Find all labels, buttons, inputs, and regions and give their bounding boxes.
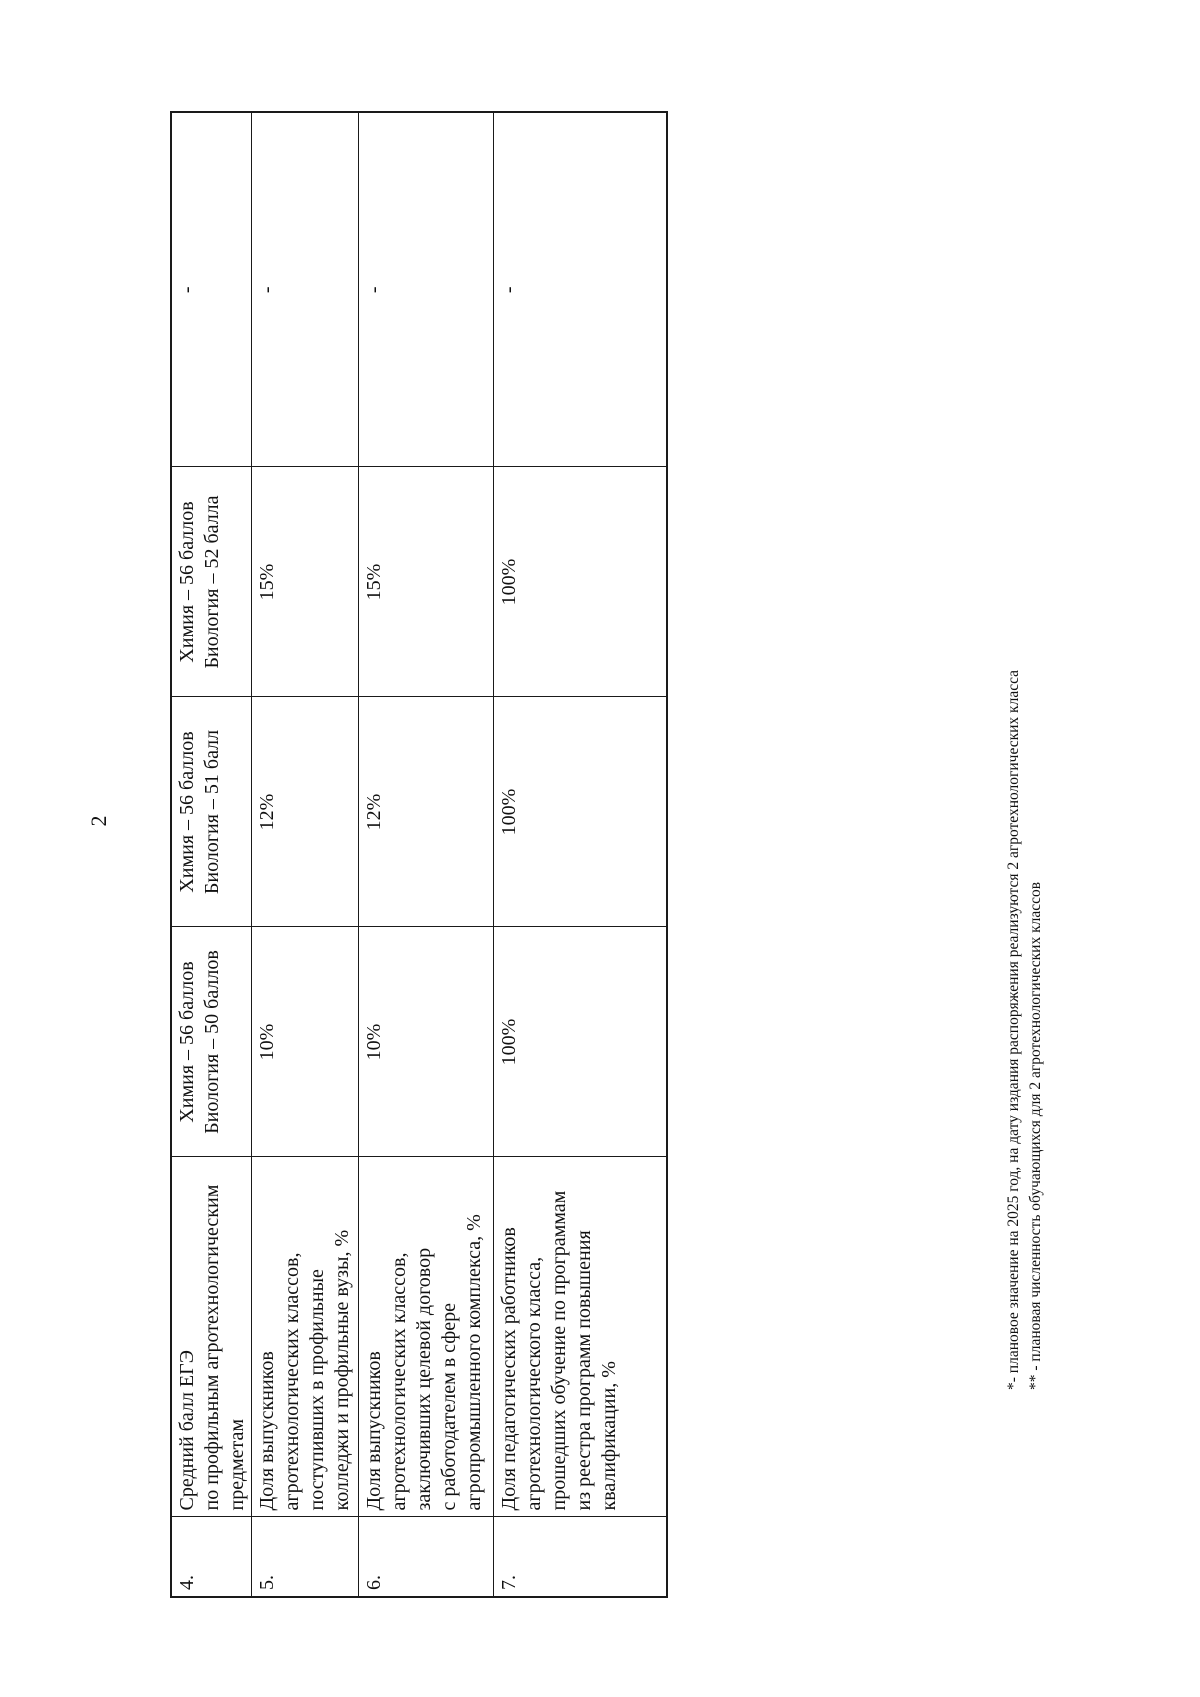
indicator-cell (359, 1157, 494, 1517)
indicator-name: Доля выпускников агротехнологических классов, заключивших целевой договор с работодателем в сфере агропромышленного комплекса, % (363, 1214, 485, 1511)
value-cell-col6: - (252, 112, 359, 467)
indicators-table (170, 111, 668, 1598)
table-row (359, 112, 494, 1597)
row-number-cell: 7. (494, 1517, 667, 1597)
value-cell-col4: 12% (252, 697, 359, 927)
value-cell-col3: 10% (359, 927, 494, 1157)
footnotes (1003, 669, 1063, 1390)
indicator-name: Доля педагогических работников агротехнологического класса, прошедших обучение по программам из реестра программ повышения квалификации, % (498, 1190, 620, 1511)
value-cell-col5: 100% (494, 467, 667, 697)
indicator-cell (252, 1157, 359, 1517)
value-cell-col6: - (359, 112, 494, 467)
indicators-table-container (170, 113, 665, 1598)
table-row (494, 112, 667, 1597)
page-number: 2 (86, 815, 111, 827)
footnote-2: ** - плановая численность обучающихся для 2 агротехнологических классов (1027, 881, 1045, 1390)
value-cell-col5: 15% (252, 467, 359, 697)
value-line: Химия – 56 баллов (176, 731, 198, 893)
table-row (252, 112, 359, 1597)
table-row (171, 112, 252, 1597)
value-line: Химия – 56 баллов (176, 961, 198, 1123)
value-line: Биология – 51 балл (200, 729, 223, 895)
indicator-name: Доля выпускников агротехнологических классов, поступивших в профильные колледжи и профильные вузы, % (256, 1229, 353, 1511)
indicator-cell (171, 1157, 252, 1517)
value-line: Биология – 52 балла (200, 495, 223, 669)
value-cell-col3: 10% (252, 927, 359, 1157)
footnote-1: *- плановое значение на 2025 год, на дату издания распоряжения реализуются 2 агротехнологических класса (1005, 669, 1022, 1390)
indicator-cell (494, 1157, 667, 1517)
value-line: Биология – 50 баллов (200, 950, 223, 1134)
value-cell-col6: - (171, 112, 252, 467)
value-cell-col3: 100% (494, 927, 667, 1157)
value-cell-col4 (171, 697, 252, 927)
row-number-cell: 4. (171, 1517, 252, 1597)
row-number-cell: 6. (359, 1517, 494, 1597)
value-line: Химия – 56 баллов (176, 501, 198, 663)
value-cell-col6: - (494, 112, 667, 467)
value-cell-col3 (171, 927, 252, 1157)
value-cell-col5 (171, 467, 252, 697)
value-cell-col4: 100% (494, 697, 667, 927)
value-cell-col5: 15% (359, 467, 494, 697)
indicator-name: Средний балл ЕГЭ по профильным агротехнологическим предметам (176, 1184, 248, 1511)
value-cell-col4: 12% (359, 697, 494, 927)
row-number-cell: 5. (252, 1517, 359, 1597)
